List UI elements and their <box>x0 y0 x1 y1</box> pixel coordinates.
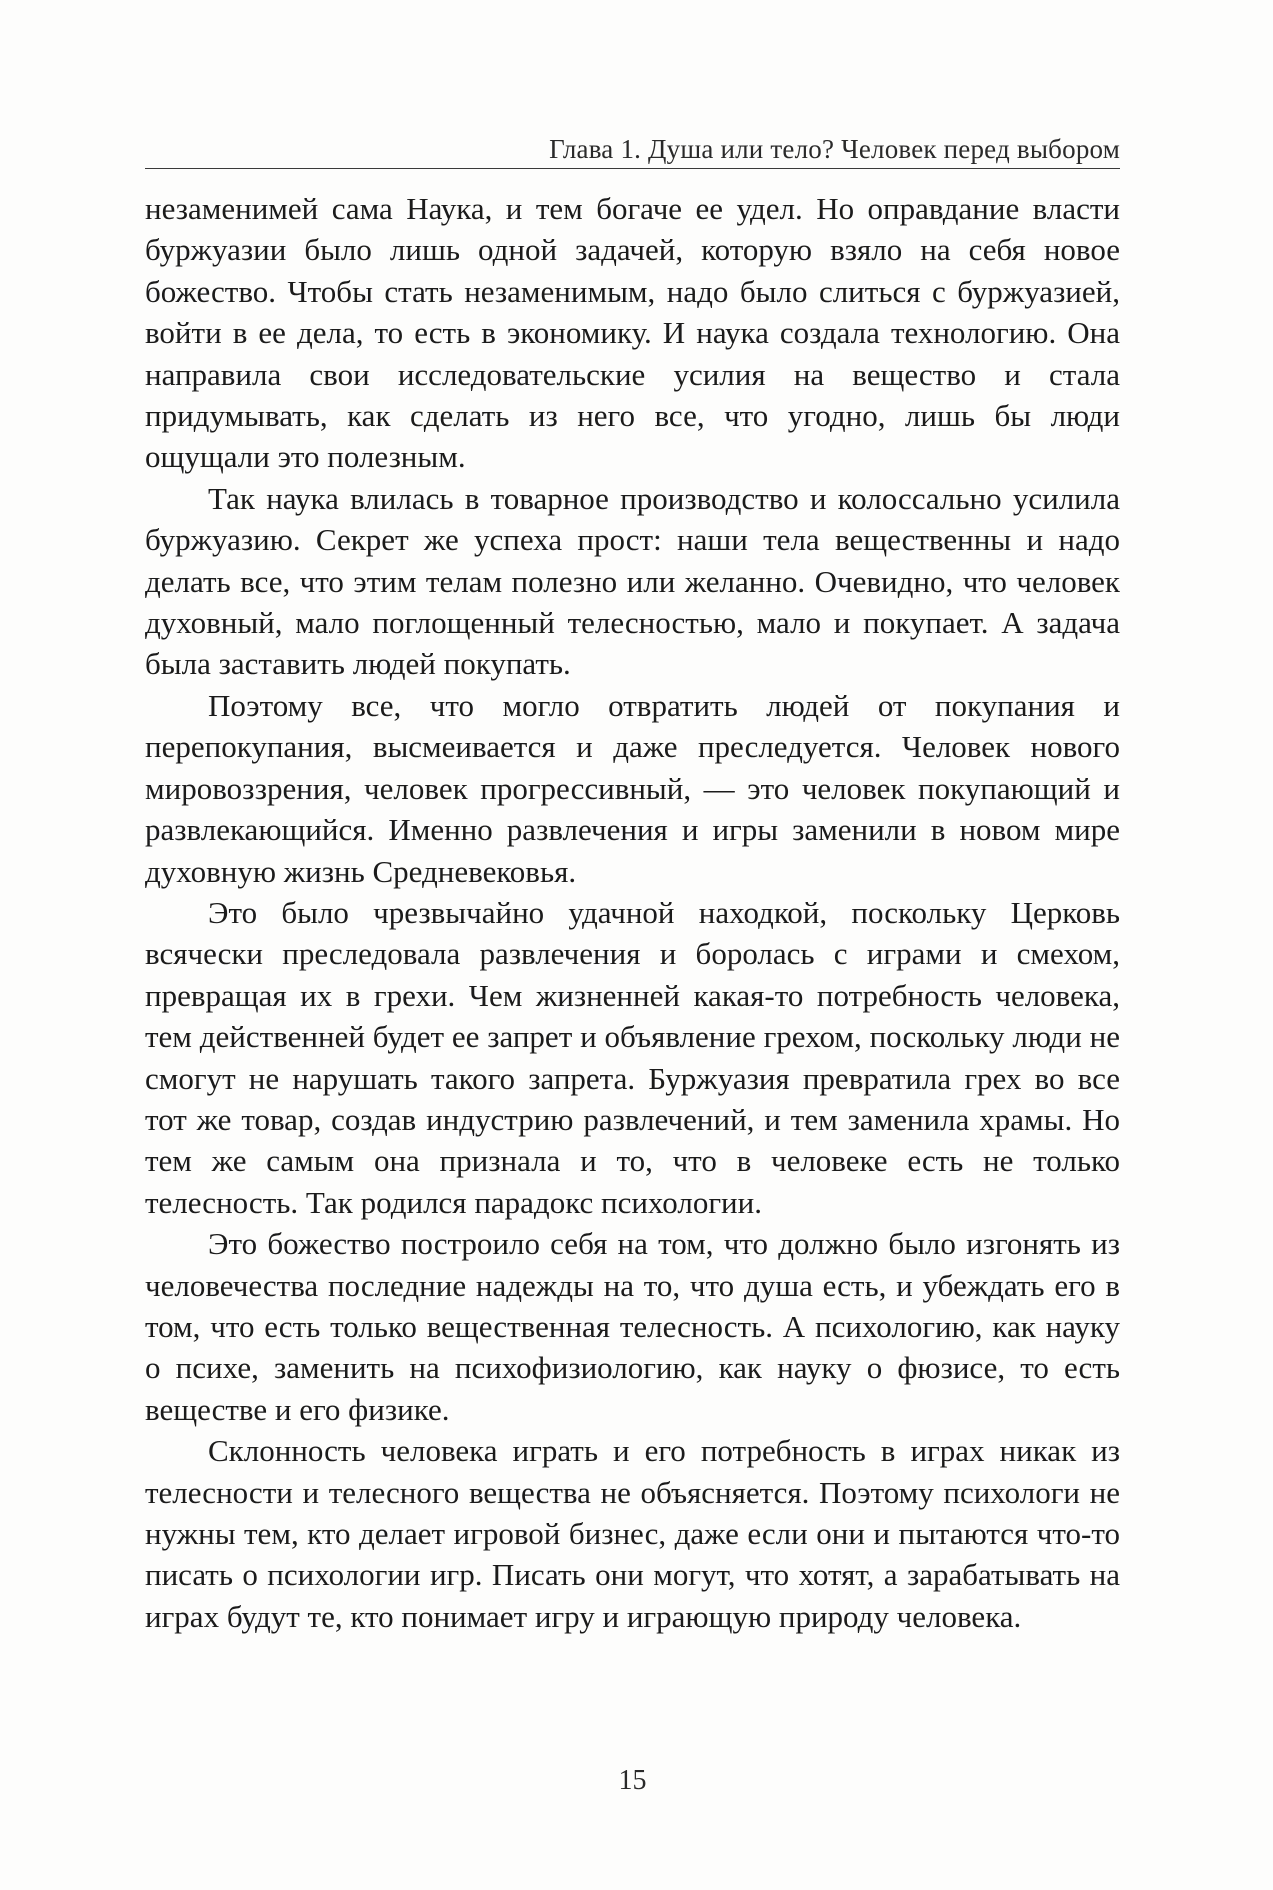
paragraph-6: Склонность человека играть и его потребность в играх никак из телесности и телесного вещества не объясняется. Поэтому психологи не нужны тем, кто делает игровой бизнес, даже если они и пытаются что-то писать о психологии игр. Писать они могут, что хотят, а зарабатывать на играх будут те, кто понимает игру и играющую природу человека. <box>145 1433 1120 1634</box>
paragraph-1: незаменимей сама Наука, и тем богаче ее удел. Но оправдание власти буржуазии было лишь одной задачей, которую взяло на себя новое божество. Чтобы стать незаменимым, надо было слиться с буржуазией, войти в ее дела, то есть в экономику. И наука создала технологию. Она направила свои исследовательские усилия на вещество и стала придумывать, как сделать из него все, что угодно, лишь бы люди ощущали это полезным. <box>145 191 1120 475</box>
running-head: Глава 1. Душа или тело? Человек перед выбором <box>549 134 1120 164</box>
page-number: 15 <box>618 1765 647 1796</box>
paragraph-5: Это божество построило себя на том, что должно было изгонять из человечества последние надежды на то, что душа есть, и убеждать его в том, что есть только вещественная телесность. А психологию, как науку о психе, заменить на психофизиологию, как науку о фюзисе, то есть веществе и его физике. <box>145 1226 1120 1427</box>
paragraph-3: Поэтому все, что могло отвратить людей от покупания и перепокупания, высмеивается и даже преследуется. Человек нового мировоззрения, человек прогрессивный, — это человек покупающий и развлекающийся. Именно развлечения и игры заменили в новом мире духовную жизнь Средневековья. <box>145 687 1120 889</box>
paragraph-2: Так наука влилась в товарное производство и колоссально усилила буржуазию. Секрет же успеха прост: наши тела вещественны и надо делать все, что этим телам полезно или желанно. Очевидно, что человек духовный, мало поглощенный телесностью, мало и покупает. А задача была заставить людей покупать. <box>145 480 1120 682</box>
body-text <box>145 188 1120 1637</box>
paragraph-4: Это было чрезвычайно удачной находкой, поскольку Церковь всячески преследовала развлечения и боролась с играми и смехом, превращая их в грехи. Чем жизненней какая-то потребность человека, тем действенней будет ее запрет и объявление грехом, поскольку люди не смогут не нарушать такого запрета. Буржуазия превратила грех во все тот же товар, создав индустрию развлечений, и тем заменила храмы. Но тем же самым она признала и то, что в человеке есть не только телесность. Так родился парадокс психологии. <box>145 894 1120 1220</box>
header-rule <box>145 168 1120 169</box>
